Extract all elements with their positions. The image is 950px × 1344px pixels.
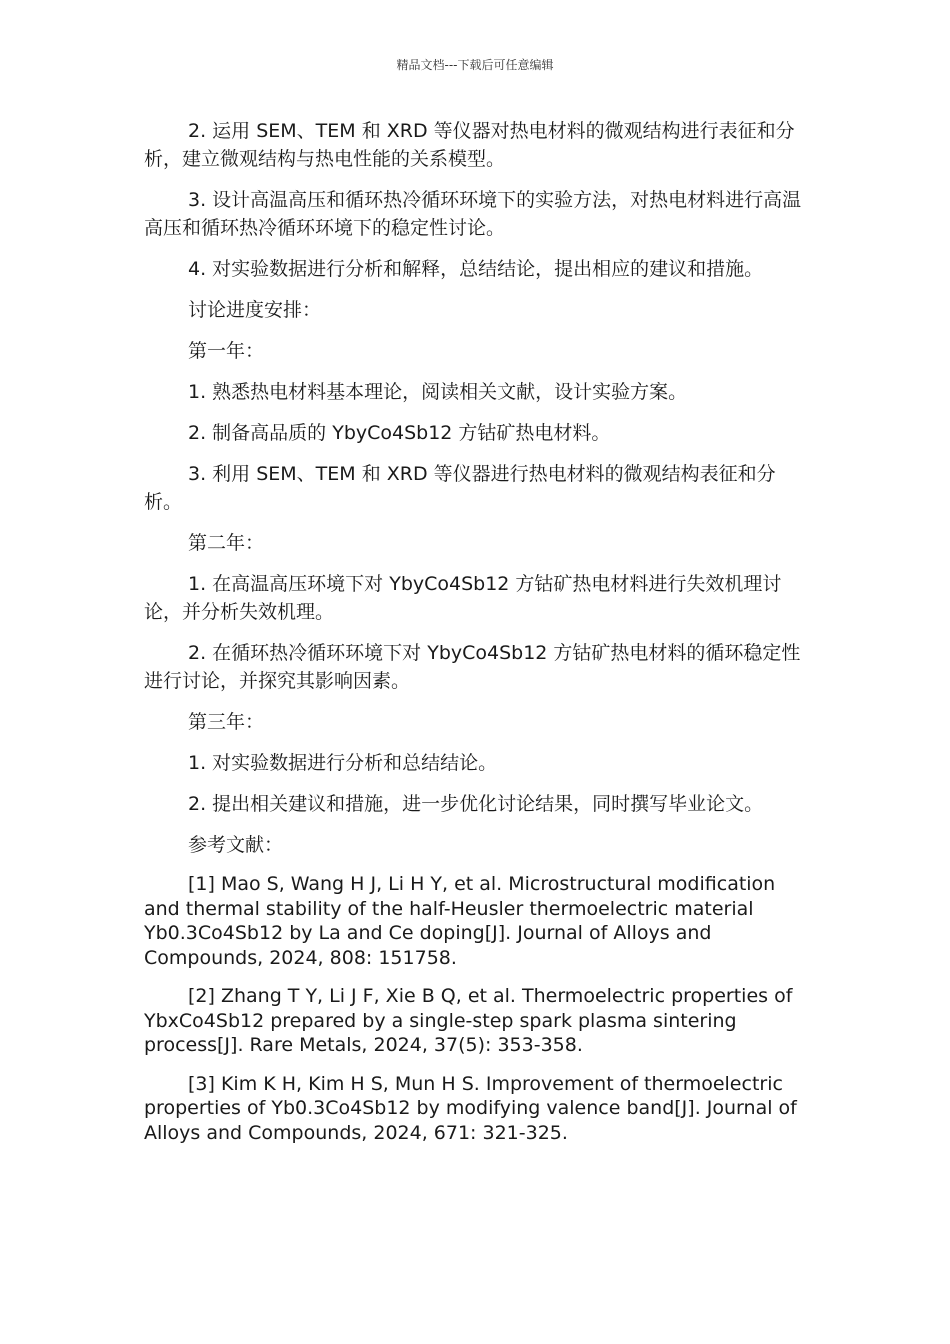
year-three-item-1: 1. 对实验数据进行分析和总结结论。 — [188, 752, 498, 774]
reference-item: [2] Zhang T Y, Li J F, Xie B Q, et al. Thermoelectric properties of YbxCo4Sb12 prepared by a single-step spark plasma sintering process[J]. Rare Metals, 2024, 37(5): 353-358. — [144, 985, 793, 1056]
reference-list — [144, 872, 812, 1145]
year-two-heading: 第二年： — [188, 532, 265, 554]
year-one-item-1: 1. 熟悉热电材料基本理论，阅读相关文献，设计实验方案。 — [188, 381, 688, 403]
year-two-item-2: 2. 在循环热冷循环环境下对 YbyCo4Sb12 方钴矿热电材料的循环稳定性进行讨论，并探究其影响因素。 — [144, 642, 801, 692]
page-header: 精品文档---下载后可任意编辑 — [396, 58, 554, 72]
year-three-item-2: 2. 提出相关建议和措施，进一步优化讨论结果，同时撰写毕业论文。 — [188, 793, 764, 815]
references-heading: 参考文献： — [188, 834, 284, 856]
year-one-item-2: 2. 制备高品质的 YbyCo4Sb12 方钴矿热电材料。 — [188, 422, 611, 444]
schedule-heading: 讨论进度安排： — [188, 299, 322, 321]
reference-item: [3] Kim K H, Kim H S, Mun H S. Improvement of thermoelectric properties of Yb0.3Co4Sb12 by modifying valence band[J]. Journal of Alloys and Compounds, 2024, 671: 321-325. — [144, 1072, 797, 1144]
year-three-heading: 第三年： — [188, 711, 265, 733]
reference-item: [1] Mao S, Wang H J, Li H Y, et al. Microstructural modification and thermal stability of the half-Heusler thermoelectric material Yb0.3Co4Sb12 by La and Ce doping[J]. Journal of Alloys and Compounds, 2024, 808: 151758. — [144, 873, 776, 969]
year-one-item-3: 3. 利用 SEM、TEM 和 XRD 等仪器进行热电材料的微观结构表征和分析。 — [144, 463, 776, 513]
research-item-3: 3. 设计高温高压和循环热冷循环环境下的实验方法，对热电材料进行高温高压和循环热冷循环环境下的稳定性讨论。 — [144, 189, 802, 239]
research-item-2: 2. 运用 SEM、TEM 和 XRD 等仪器对热电材料的微观结构进行表征和分析，建立微观结构与热电性能的关系模型。 — [144, 120, 795, 170]
year-one-heading: 第一年： — [188, 340, 265, 362]
research-item-4: 4. 对实验数据进行分析和解释，总结结论，提出相应的建议和措施。 — [188, 258, 764, 280]
document-body — [144, 117, 812, 1159]
year-two-item-1: 1. 在高温高压环境下对 YbyCo4Sb12 方钴矿热电材料进行失效机理讨论，并分析失效机理。 — [144, 573, 782, 623]
